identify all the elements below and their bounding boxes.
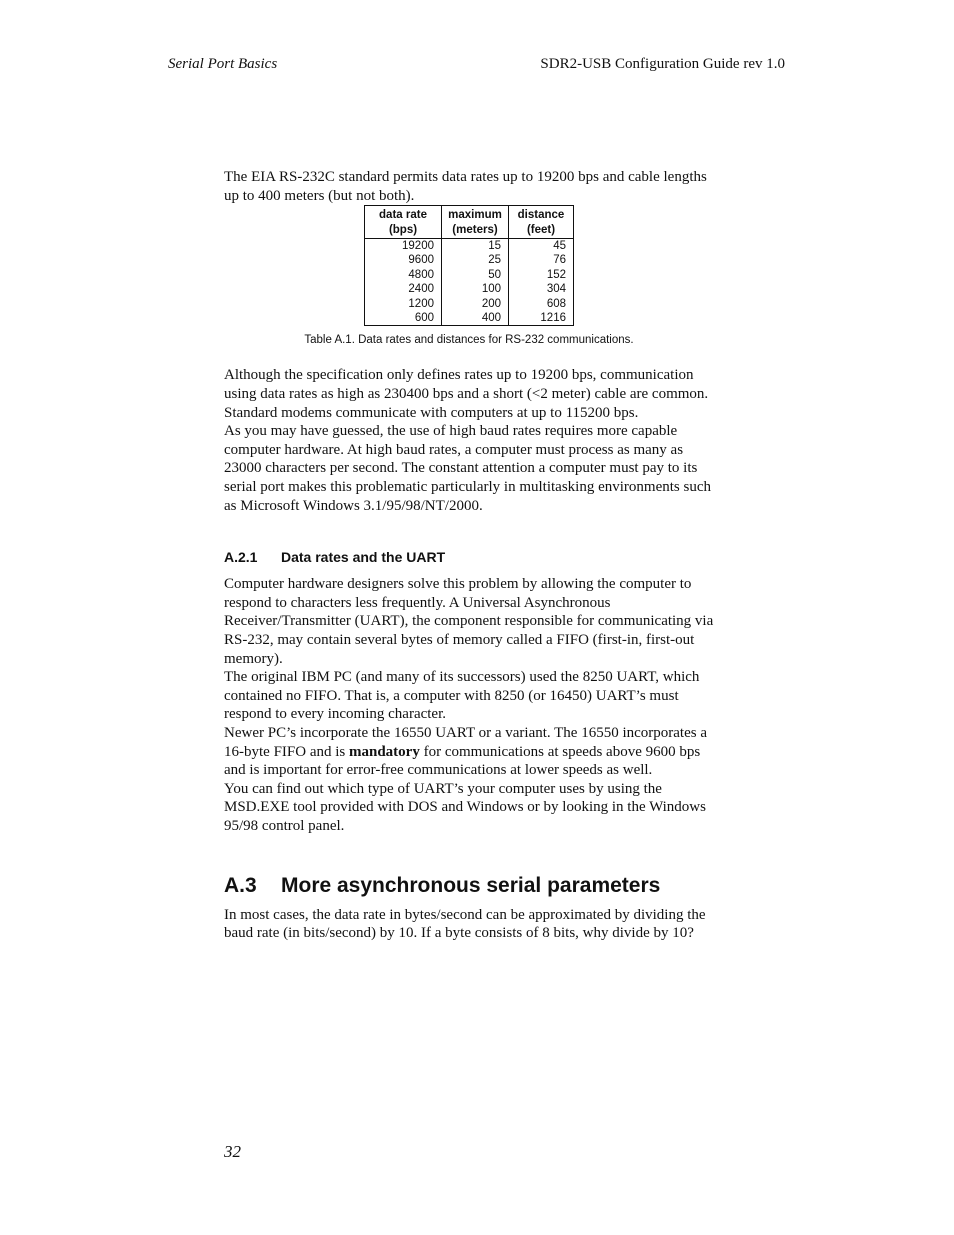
column-header-maximum [442,206,509,239]
section-heading-a3 [224,874,714,898]
paragraph: You can find out which type of UART’s your computer uses by using the MSD.EXE tool provided with DOS and Windows or by looking in the Windows 95/98 control panel. [224,780,706,834]
table-cell: 100 [442,282,509,296]
table-cell: 45 [509,239,574,254]
table-cell: 15 [442,239,509,254]
table-row [365,239,574,254]
running-head-left: Serial Port Basics [168,56,278,72]
paragraph: The original IBM PC (and many of its successors) used the 8250 UART, which contained no FIFO. That is, a computer with 8250 (or 16450) UART’s must respond to every incoming character. [224,669,700,723]
section-heading-a21 [224,549,714,565]
table-cell: 9600 [365,253,442,267]
header-line: (feet) [526,223,556,236]
data-rate-table-wrapper [224,205,714,326]
section-title: Data rates and the UART [281,549,446,566]
text-run: for communications at speeds above 9600 bps and is important for error-free communications at lower speeds as well. [224,743,701,779]
header-line: distance [517,209,565,222]
table-cell: 1200 [365,297,442,311]
table-cell: 1216 [509,311,574,326]
intro-paragraph: The EIA RS-232C standard permits data rates up to 19200 bps and cable lengths up to 400 meters (but not both). [224,169,707,204]
emphasis-mandatory: mandatory [349,743,420,760]
paragraph: Although the specification only defines rates up to 19200 bps, communication using data rates as high as 230400 bps and a short (<2 meter) cable are common. Standard modems communicate with computers at up to 115200 bps. [224,367,709,421]
table-row [365,268,574,282]
section-number: A.3 [224,873,257,897]
table-cell: 50 [442,268,509,282]
table-cell: 152 [509,268,574,282]
table-cell: 608 [509,297,574,311]
table-row [365,311,574,326]
table-caption: Table A.1. Data rates and distances for RS-232 communications. [304,334,634,347]
table-cell: 4800 [365,268,442,282]
table-cell: 2400 [365,282,442,296]
running-head-right: SDR2-USB Configuration Guide rev 1.0 [540,56,785,72]
table-cell: 304 [509,282,574,296]
table-cell: 400 [442,311,509,326]
table-row [365,282,574,296]
table-cell: 25 [442,253,509,267]
data-rate-table [364,205,574,326]
section-number: A.2.1 [224,549,258,566]
paragraph: As you may have guessed, the use of high baud rates requires more capable computer hardware. At high baud rates, a computer must process as many as 23000 characters per second. The constant attention a computer must pay to its serial port makes this problematic particularly in multitasking environments such as Microsoft Windows 3.1/95/98/NT/2000. [224,423,711,514]
page-number: 32 [224,1142,241,1161]
header-line: data rate [379,209,427,222]
header-line: (meters) [452,223,498,236]
header-line: maximum [448,209,502,222]
table-row [365,297,574,311]
table-cell: 76 [509,253,574,267]
paragraph-fifo [224,724,714,780]
table-header-row [365,206,574,239]
table-cell: 19200 [365,239,442,254]
paragraph: Computer hardware designers solve this problem by allowing the computer to respond to characters less frequently. A Universal Asynchronous Receiver/Transmitter (UART), the component responsible for communicating via RS-232, may contain several bytes of memory called a FIFO (first-in, first-out memory). [224,576,714,667]
page-content [224,168,714,943]
text-run: Newer PC’s incorporate the 16550 UART or a variant. The 16550 incorporates a 16-byte FIFO and is [224,724,708,760]
section-title: More asynchronous serial parameters [281,873,661,897]
table-cell: 200 [442,297,509,311]
header-line: (bps) [388,223,418,236]
table-row [365,253,574,267]
column-header-distance [509,206,574,239]
column-header-data-rate [365,206,442,239]
table-cell: 600 [365,311,442,326]
paragraph: In most cases, the data rate in bytes/second can be approximated by dividing the baud rate (in bits/second) by 10. If a byte consists of 8 bits, why divide by 10? [224,906,706,942]
